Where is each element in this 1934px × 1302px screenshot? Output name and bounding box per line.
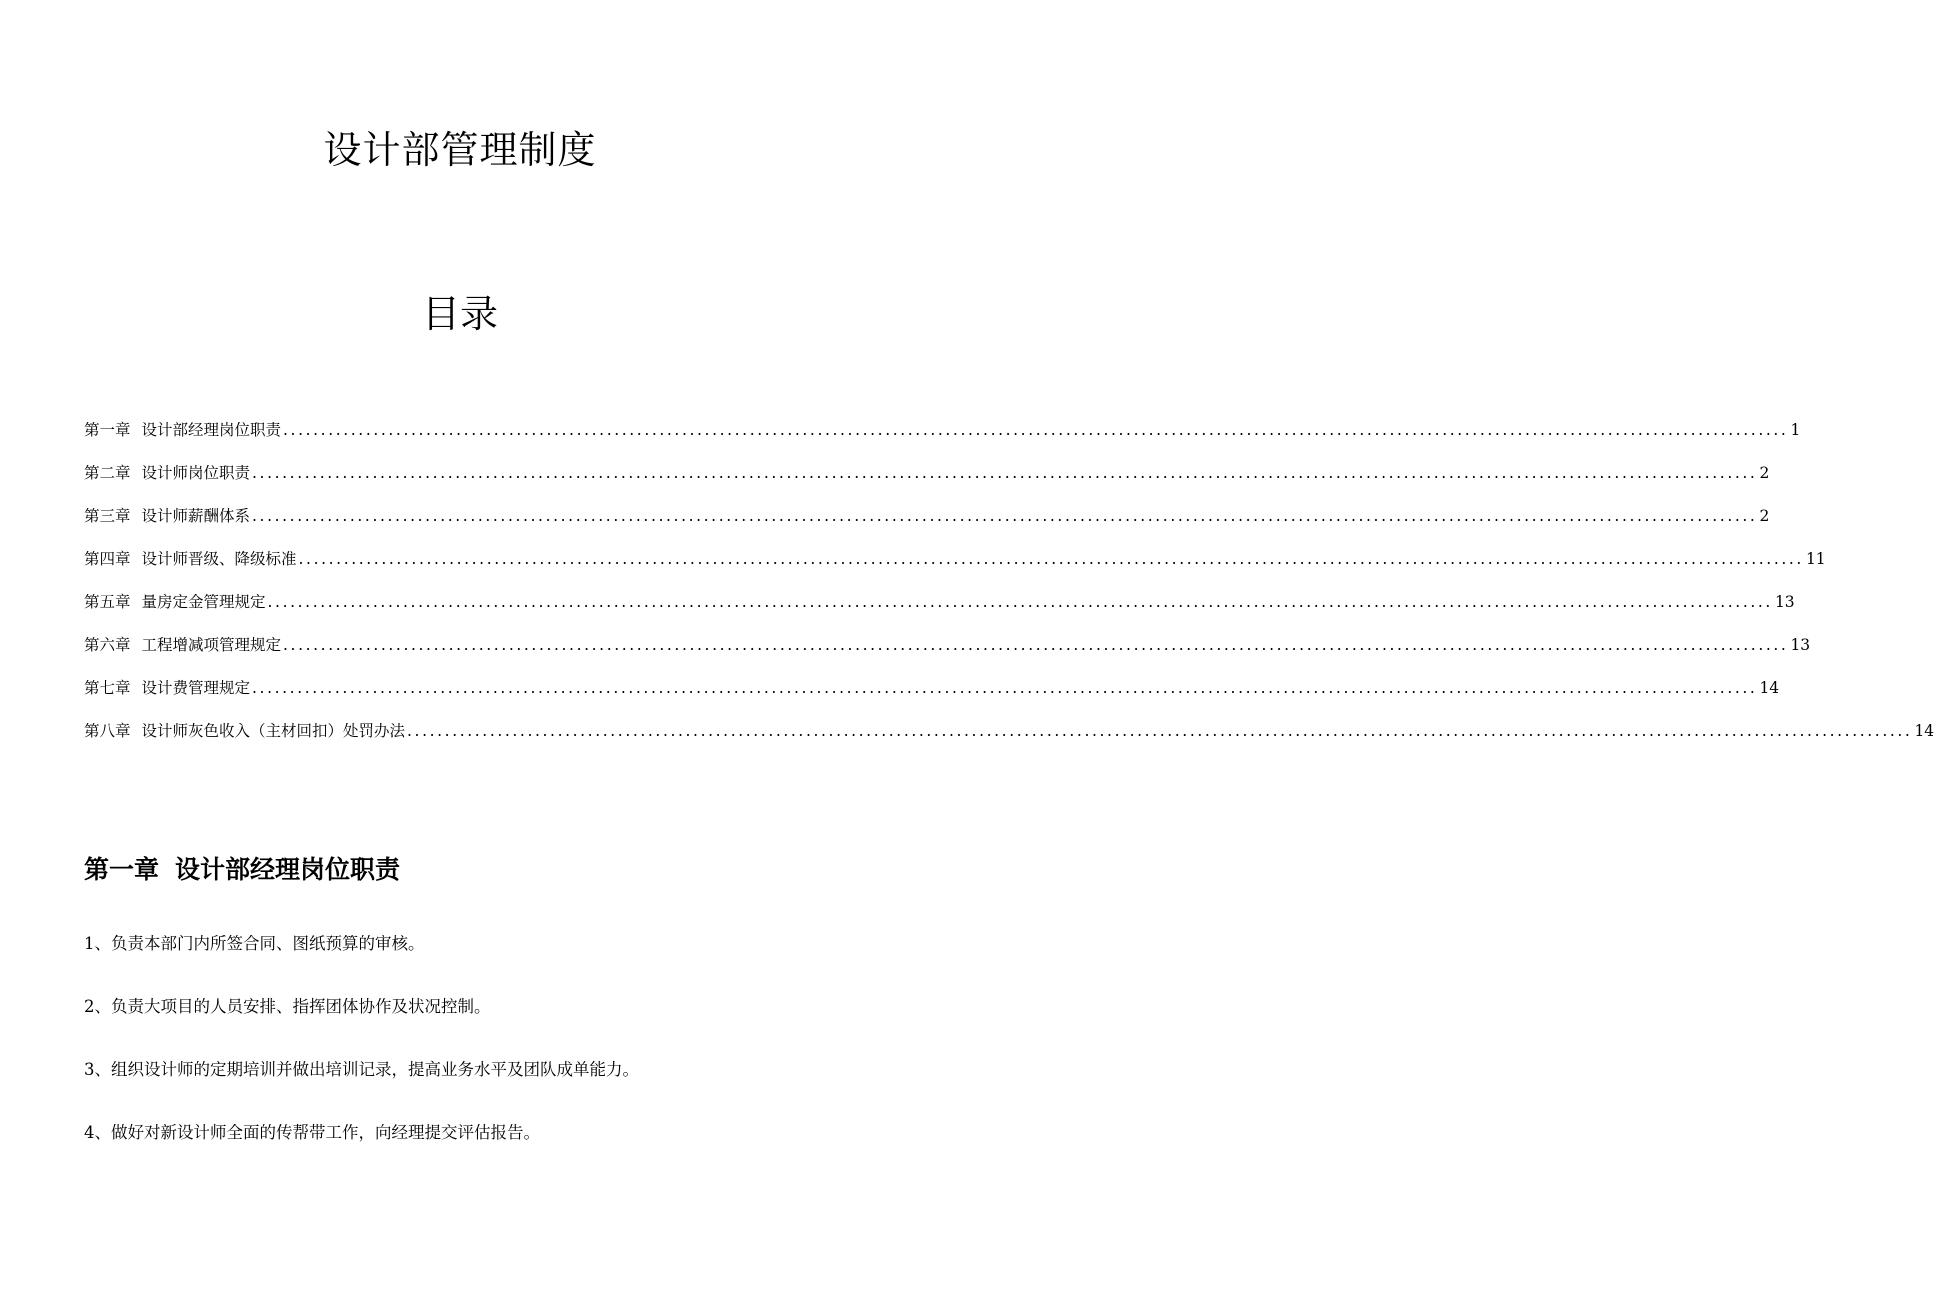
- toc-page-number: 14: [1759, 679, 1780, 697]
- toc-title: 目录: [421, 292, 498, 336]
- toc-chapter-title: 设计师灰色收入（主材回扣）处罚办法: [141, 722, 406, 740]
- toc-dot-leader: ........................................................................................................................................................................................................: [252, 679, 1758, 697]
- toc-page-number: 14: [1914, 722, 1934, 740]
- toc-dot-leader: ........................................................................................................................................................................................................: [252, 464, 1758, 482]
- chapter-1-duty-list: [84, 930, 844, 1182]
- toc-chapter-number: 第七章: [84, 679, 131, 697]
- toc-chapter-number: 第五章: [84, 593, 131, 611]
- toc-chapter-title: 设计师晋级、降级标准: [141, 550, 297, 568]
- toc-chapter-number: 第一章: [84, 421, 131, 439]
- toc-entry-chapter-3[interactable]: [84, 504, 1770, 547]
- toc-chapter-title: 设计部经理岗位职责: [141, 421, 282, 439]
- toc-dot-leader: ........................................................................................................................................................................................................: [267, 593, 1773, 611]
- toc-chapter-title: 设计师薪酬体系: [141, 507, 251, 525]
- toc-chapter-number: 第三章: [84, 507, 131, 525]
- toc-dot-leader: ........................................................................................................................................................................................................: [252, 507, 1758, 525]
- toc-chapter-title: 量房定金管理规定: [141, 593, 266, 611]
- toc-chapter-title: 工程增减项管理规定: [141, 636, 282, 654]
- toc-chapter-number: 第八章: [84, 722, 131, 740]
- toc-chapter-title: 设计费管理规定: [141, 679, 251, 697]
- toc-entry-chapter-6[interactable]: [84, 633, 1811, 676]
- toc-page-number: 2: [1759, 507, 1770, 525]
- toc-chapter-title: 设计师岗位职责: [141, 464, 251, 482]
- toc-page-number: 13: [1774, 593, 1795, 611]
- toc-dot-leader: ........................................................................................................................................................................................................: [283, 636, 1789, 654]
- toc-entry-chapter-7[interactable]: [84, 676, 1780, 719]
- table-of-contents: [84, 418, 1934, 762]
- chapter-1-heading: [84, 850, 400, 890]
- toc-page-number: 13: [1790, 636, 1811, 654]
- toc-page-number: 1: [1790, 421, 1801, 439]
- toc-page-number: 2: [1759, 464, 1770, 482]
- chapter-1-number: 第一章: [84, 855, 160, 884]
- toc-entry-chapter-1[interactable]: [84, 418, 1801, 461]
- toc-entry-chapter-4[interactable]: [84, 547, 1826, 590]
- toc-page-number: 11: [1805, 550, 1826, 568]
- toc-chapter-number: 第二章: [84, 464, 131, 482]
- toc-entry-chapter-2[interactable]: [84, 461, 1770, 504]
- toc-dot-leader: ........................................................................................................................................................................................................: [407, 722, 1913, 740]
- duty-item: 2、负责大项目的人员安排、指挥团体协作及状况控制。: [84, 997, 491, 1016]
- toc-dot-leader: ........................................................................................................................................................................................................: [283, 421, 1789, 439]
- toc-entry-chapter-5[interactable]: [84, 590, 1795, 633]
- toc-entry-chapter-8[interactable]: [84, 719, 1934, 762]
- document-title: 设计部管理制度: [323, 128, 597, 172]
- chapter-1-title: 设计部经理岗位职责: [175, 855, 401, 884]
- duty-item: 3、组织设计师的定期培训并做出培训记录，提高业务水平及团队成单能力。: [84, 1060, 639, 1079]
- toc-chapter-number: 第四章: [84, 550, 131, 568]
- duty-item: 1、负责本部门内所签合同、图纸预算的审核。: [84, 934, 425, 953]
- toc-dot-leader: ........................................................................................................................................................................................................: [298, 550, 1804, 568]
- duty-item: 4、做好对新设计师全面的传帮带工作，向经理提交评估报告。: [84, 1123, 540, 1142]
- toc-chapter-number: 第六章: [84, 636, 131, 654]
